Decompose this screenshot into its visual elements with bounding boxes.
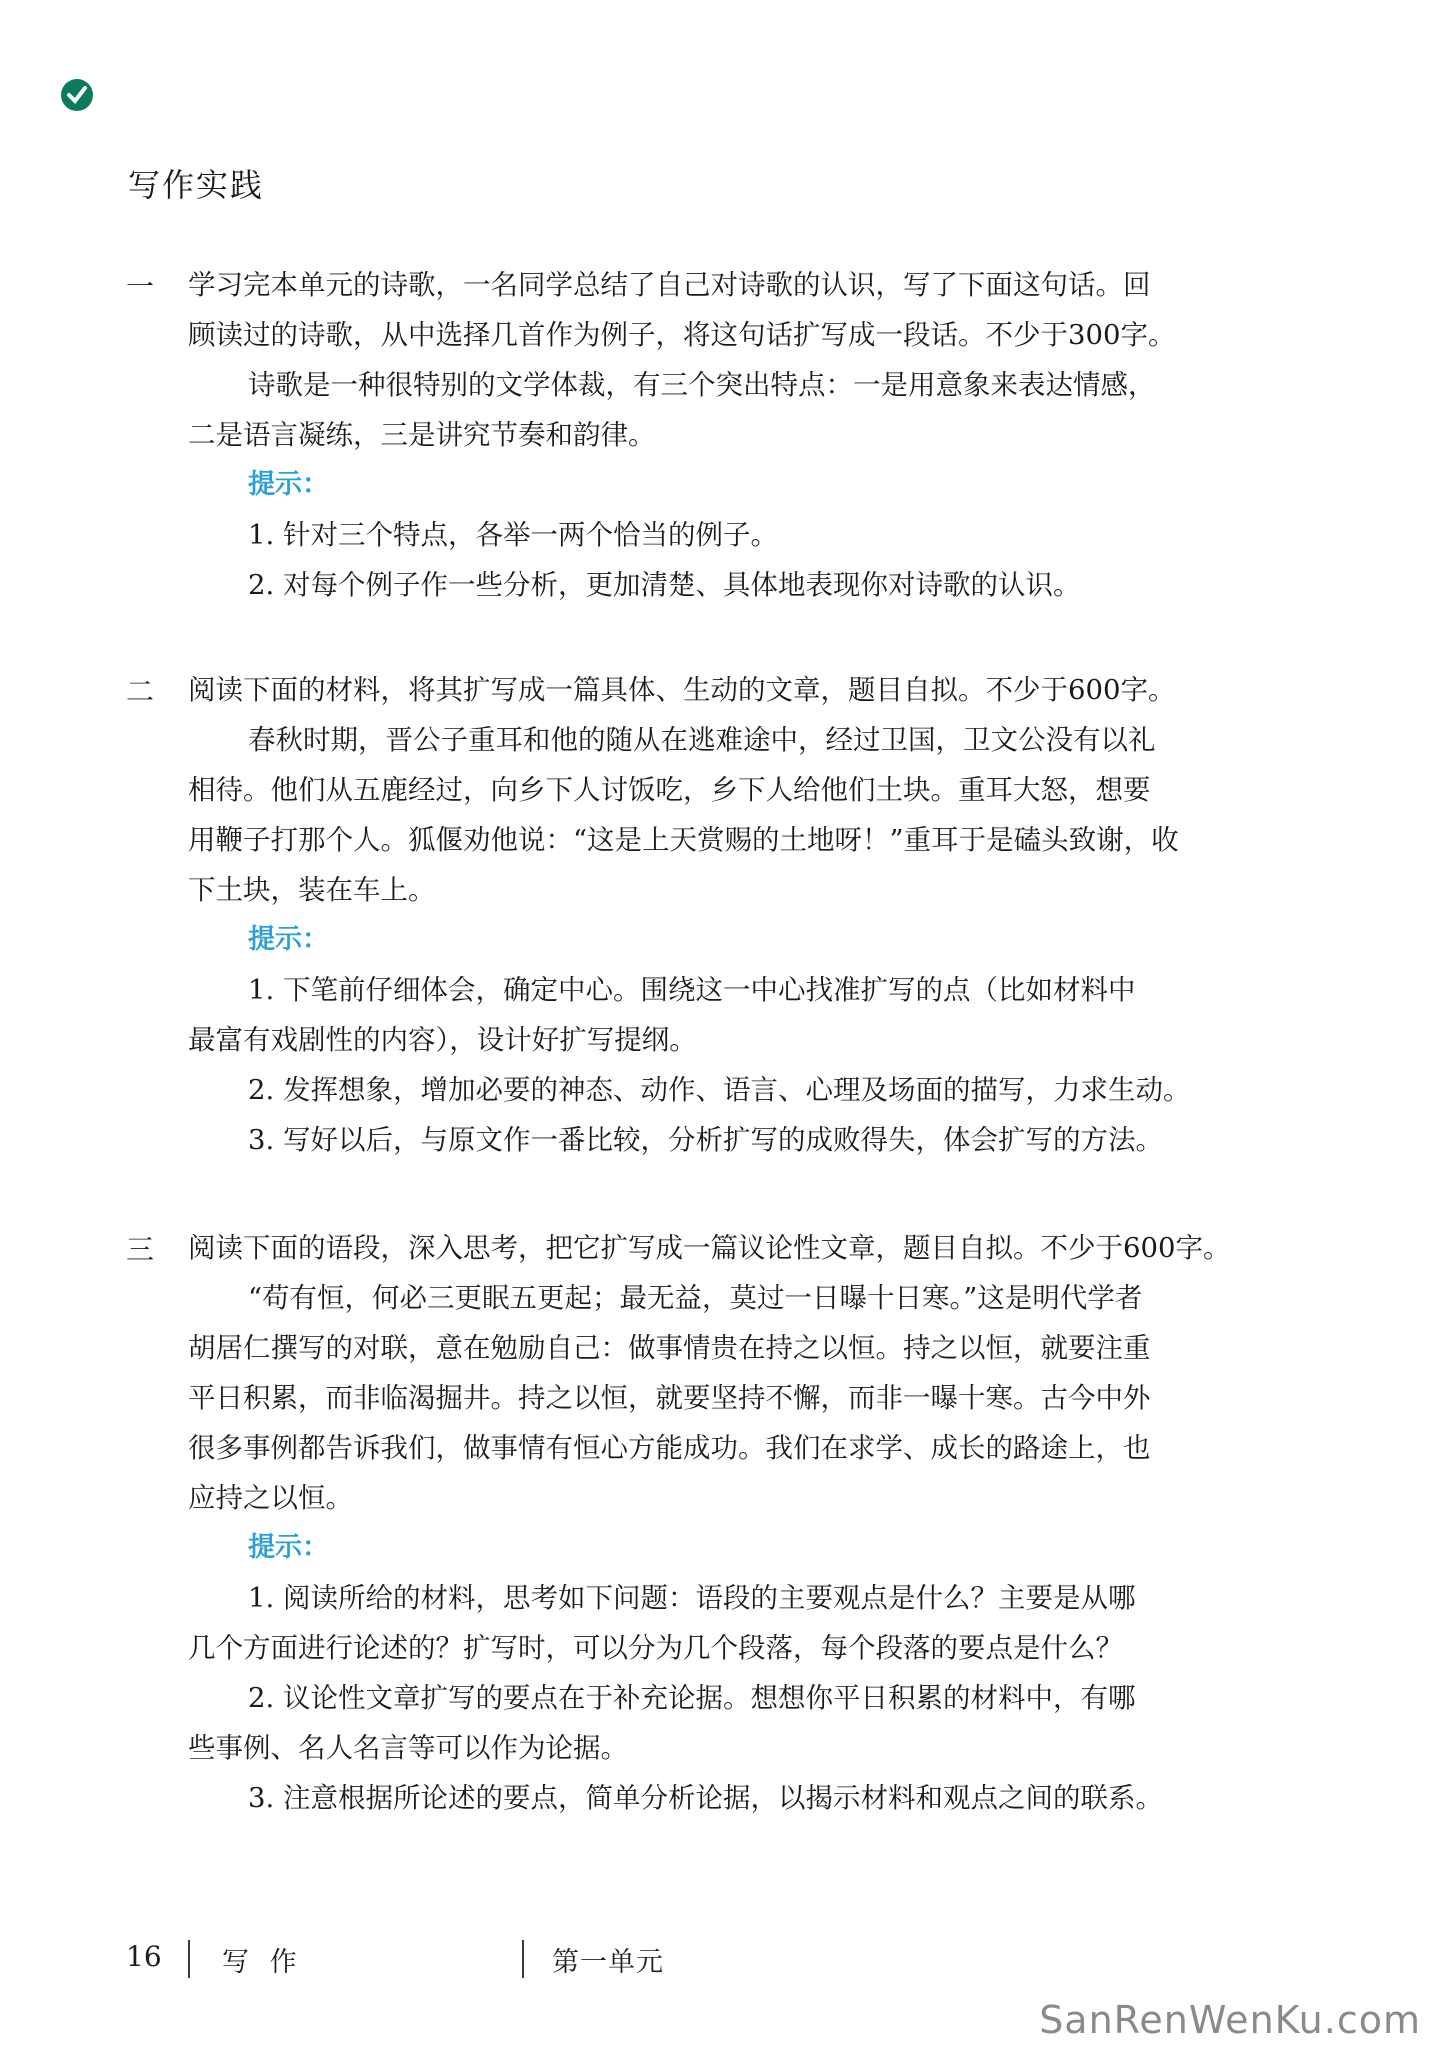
- hint-label: 提示：: [248, 924, 329, 955]
- prompt-line: 阅读下面的材料，将其扩写成一篇具体、生动的文章，题目自拟。不少于600字。: [188, 674, 1176, 706]
- footer-section: 写 作: [222, 1947, 303, 1978]
- footer-divider: [522, 1940, 524, 1978]
- hint-line: 1. 阅读所给的材料，思考如下问题：语段的主要观点是什么？主要是从哪: [248, 1582, 1136, 1614]
- material-line: 很多事例都告诉我们，做事情有恒心方能成功。我们在求学、成长的路途上，也: [188, 1432, 1151, 1464]
- hint-line: 1. 下笔前仔细体会，确定中心。围绕这一中心找准扩写的点（比如材料中: [248, 974, 1136, 1006]
- page-title: 写作实践: [128, 166, 265, 204]
- material-line: “苟有恒，何必三更眠五更起；最无益，莫过一日曝十日寒。”这是明代学者: [248, 1282, 1143, 1314]
- material-line: 春秋时期，晋公子重耳和他的随从在逃难途中，经过卫国，卫文公没有以礼: [248, 724, 1156, 756]
- material-line: 应持之以恒。: [188, 1482, 353, 1514]
- footer-unit: 第一单元: [552, 1947, 664, 1978]
- material-line: 平日积累，而非临渴掘井。持之以恒，就要坚持不懈，而非一曝十寒。古今中外: [188, 1382, 1151, 1414]
- section-number: 二: [126, 675, 155, 708]
- material-line: 用鞭子打那个人。狐偃劝他说：“这是上天赏赐的土地呀！”重耳于是磕头致谢，收: [188, 824, 1179, 856]
- hint-line: 几个方面进行论述的？扩写时，可以分为几个段落，每个段落的要点是什么？: [188, 1632, 1123, 1664]
- hint-line: 2. 对每个例子作一些分析，更加清楚、具体地表现你对诗歌的认识。: [248, 569, 1081, 601]
- prompt-line: 学习完本单元的诗歌，一名同学总结了自己对诗歌的认识，写了下面这句话。回: [188, 269, 1151, 301]
- material-line: 胡居仁撰写的对联，意在勉励自己：做事情贵在持之以恒。持之以恒，就要注重: [188, 1332, 1151, 1364]
- hint-line: 2. 议论性文章扩写的要点在于补充论据。想想你平日积累的材料中，有哪: [248, 1682, 1136, 1714]
- hint-line: 些事例、名人名言等可以作为论据。: [188, 1732, 628, 1764]
- hint-line: 3. 写好以后，与原文作一番比较，分析扩写的成败得失，体会扩写的方法。: [248, 1124, 1163, 1156]
- section-number: 三: [126, 1233, 155, 1266]
- section-number: 一: [126, 270, 155, 303]
- hint-line: 1. 针对三个特点，各举一两个恰当的例子。: [248, 519, 778, 551]
- prompt-line: 顾读过的诗歌，从中选择几首作为例子，将这句话扩写成一段话。不少于300字。: [188, 319, 1176, 351]
- material-line: 二是语言凝练，三是讲究节奏和韵律。: [188, 419, 656, 451]
- hint-line: 最富有戏剧性的内容），设计好扩写提纲。: [188, 1024, 697, 1056]
- hint-line: 2. 发挥想象，增加必要的神态、动作、语言、心理及场面的描写，力求生动。: [248, 1074, 1191, 1106]
- hint-line: 3. 注意根据所论述的要点，简单分析论据，以揭示材料和观点之间的联系。: [248, 1782, 1163, 1814]
- material-line: 下土块，装在车上。: [188, 874, 436, 906]
- material-line: 相待。他们从五鹿经过，向乡下人讨饭吃，乡下人给他们土块。重耳大怒，想要: [188, 774, 1151, 806]
- prompt-line: 阅读下面的语段，深入思考，把它扩写成一篇议论性文章，题目自拟。不少于600字。: [188, 1232, 1231, 1264]
- hint-label: 提示：: [248, 1532, 329, 1563]
- hint-label: 提示：: [248, 469, 329, 500]
- footer-divider: [188, 1940, 190, 1978]
- logo-icon: [60, 78, 94, 112]
- page-number: 16: [126, 1940, 162, 1973]
- material-line: 诗歌是一种很特别的文学体裁，有三个突出特点：一是用意象来表达情感，: [248, 369, 1156, 401]
- watermark: SanRenWenKu.com: [1039, 1998, 1421, 2042]
